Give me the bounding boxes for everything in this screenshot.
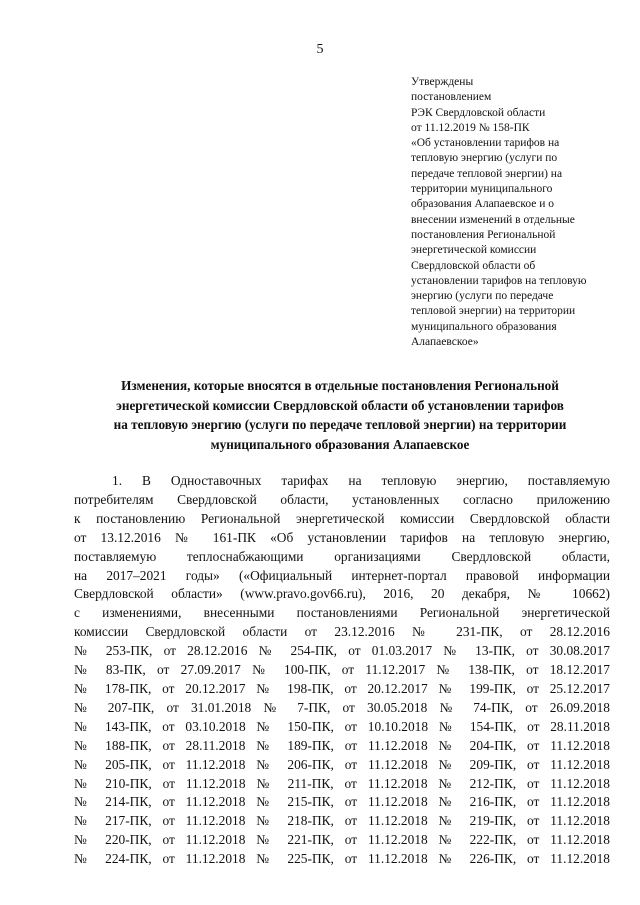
approval-line: энергию (услуги по передаче [411,290,554,303]
body-line: на 2017–2021 годы» («Официальный интернет-портал правовой информации [74,567,610,583]
body-line: № 214-ПК, от 11.12.2018 № 215-ПК, от 11.12.2018 № 216-ПК, от 11.12.2018 [74,794,610,810]
title-line: Изменения, которые вносятся в отдельные постановления Региональной [121,378,559,393]
approval-line: образования Алапаевское и о [411,198,555,211]
body-line: № 207-ПК, от 31.01.2018 № 7-ПК, от 30.05.2018 № 74-ПК, от 26.09.2018 [74,699,610,715]
document-title [70,376,610,454]
approval-line: постановления Региональной [411,228,556,241]
title-line: на тепловую энергию (услуги по передаче тепловой энергии) на территории [113,417,567,432]
title-line: энергетической комиссии Свердловской области об установлении тарифов [116,397,564,413]
body-line: № 253-ПК, от 28.12.2016 № 254-ПК, от 01.03.2017 № 13-ПК, от 30.08.2017 [74,643,610,659]
body-line: № 143-ПК, от 03.10.2018 № 150-ПК, от 10.10.2018 № 154-ПК, от 28.11.2018 [74,718,610,734]
body-line: № 178-ПК, от 20.12.2017 № 198-ПК, от 20.12.2017 № 199-ПК, от 25.12.2017 [74,680,610,696]
body-line: поставляемую теплоснабжающими организациями Свердловской области, [74,548,610,564]
body-paragraph [74,472,610,869]
body-line: от 13.12.2016 № 161-ПК «Об установлении тарифов на тепловую энергию, [74,529,610,545]
body-line: потребителям Свердловской области, установленных согласно приложению [74,491,610,507]
approval-line: передаче тепловой энергии) на [411,167,563,180]
body-line: к постановлению Региональной энергетической комиссии Свердловской области [74,510,610,526]
approval-line: тепловой энергии) на территории [411,305,576,318]
approval-line: Алапаевское» [411,336,479,349]
body-line: Свердловской области» (www.pravo.gov66.ru), 2016, 20 декабря, № 10662) [74,586,610,602]
approval-line: «Об установлении тарифов на [411,137,560,150]
body-line: комиссии Свердловской области от 23.12.2016 № 231-ПК, от 28.12.2016 [74,624,610,640]
body-line: № 188-ПК, от 28.11.2018 № 189-ПК, от 11.12.2018 № 204-ПК, от 11.12.2018 [74,737,610,753]
approval-block [411,75,611,350]
page-number: 5 [316,42,324,57]
title-line: муниципального образования Алапаевское [210,436,470,452]
body-line: № 205-ПК, от 11.12.2018 № 206-ПК, от 11.12.2018 № 209-ПК, от 11.12.2018 [74,756,610,772]
approval-line: Свердловской области об [411,259,536,272]
approval-line: от 11.12.2019 № 158-ПК [411,121,530,134]
body-line: № 220-ПК, от 11.12.2018 № 221-ПК, от 11.12.2018 № 222-ПК, от 11.12.2018 [74,832,610,848]
approval-line: территории муниципального [411,183,553,196]
body-line: № 217-ПК, от 11.12.2018 № 218-ПК, от 11.12.2018 № 219-ПК, от 11.12.2018 [74,813,610,829]
approval-line: внесении изменений в отдельные [411,213,575,226]
body-line: 1. В Одноставочных тарифах на тепловую энергию, поставляемую [112,473,610,488]
approval-line: Утверждены [411,76,474,88]
approval-line: постановлением [411,91,492,104]
approval-line: РЭК Свердловской области [411,106,546,119]
approval-line: энергетической комиссии [411,244,537,257]
body-line: № 224-ПК, от 11.12.2018 № 225-ПК, от 11.12.2018 № 226-ПК, от 11.12.2018 [74,851,610,867]
approval-line: установлении тарифов на тепловую [411,274,587,287]
body-line: с изменениями, внесенными постановлениями Региональной энергетической [74,605,610,621]
approval-line: муниципального образования [411,320,557,333]
body-line: № 83-ПК, от 27.09.2017 № 100-ПК, от 11.12.2017 № 138-ПК, от 18.12.2017 [74,662,610,678]
body-line: № 210-ПК, от 11.12.2018 № 211-ПК, от 11.12.2018 № 212-ПК, от 11.12.2018 [74,775,610,791]
approval-line: тепловую энергию (услуги по [411,152,558,165]
